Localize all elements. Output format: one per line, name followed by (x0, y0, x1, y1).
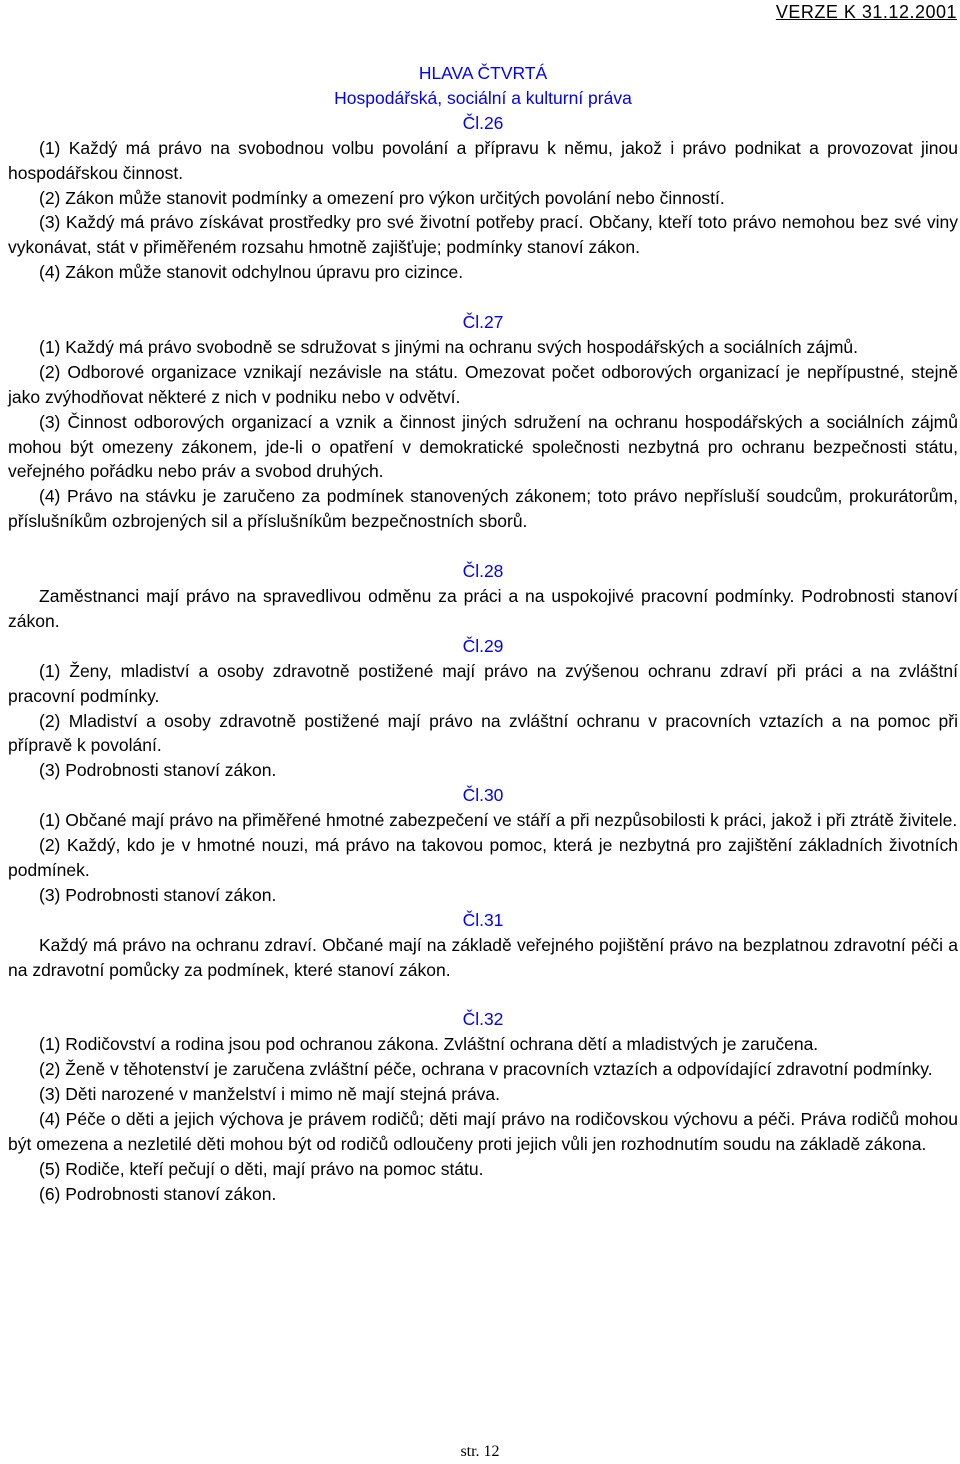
paragraph: (2) Ženě v těhotenství je zaručena zvláštní péče, ochrana v pracovních vztazích a odpovídající zdravotní podmínky. (39, 1059, 933, 1080)
paragraph: (4) Právo na stávku je zaručeno za podmínek stanovených zákonem; toto právo nepřísluší soudcům, prokurátorům, příslušníkům ozbrojených sil a příslušníkům bezpečnostních sborů. (8, 486, 958, 532)
document-body (8, 61, 958, 1207)
paragraph: (2) Odborové organizace vznikají nezávisle na státu. Omezovat počet odborových organizací je nepřípustné, stejně jako zvýhodňovat některé z nich v podniku nebo v odvětví. (8, 361, 958, 407)
page-number: str. 12 (460, 1443, 500, 1460)
paragraph: (2) Každý, kdo je v hmotné nouzi, má právo na takovou pomoc, která je nezbytná pro zajištění základních životních podmínek. (8, 835, 958, 880)
paragraph: (3) Činnost odborových organizací a vznik a činnost jiných sdružení na ochranu hospodářských a sociálních zájmů mohou být omezeny zákonem, jde-li o opatření v demokratické společnosti nezbytná pro ochranu bezpečnosti státu, veřejného pořádku nebo práv a svobod druhých. (8, 411, 958, 482)
article-heading-27: Čl.27 (462, 312, 504, 333)
paragraph: (1) Občané mají právo na přiměřené hmotné zabezpečení ve stáří a při nezpůsobilosti k práci, jakož i při ztrátě živitele. (39, 810, 958, 831)
paragraph: (4) Zákon může stanovit odchylnou úpravu pro cizince. (39, 262, 464, 283)
paragraph: (3) Každý má právo získávat prostředky pro své životní potřeby prací. Občany, kteří toto právo nemohou bez své viny vykonávat, stát v přiměřeném rozsahu hmotně zajišťuje; podmínky stanoví zákon. (8, 212, 958, 258)
paragraph: Každý má právo na ochranu zdraví. Občané mají na základě veřejného pojištění právo na bezplatnou zdravotní péči a na zdravotní pomůcky za podmínek, které stanoví zákon. (8, 934, 958, 980)
paragraph: (2) Zákon může stanovit podmínky a omezení pro výkon určitých povolání nebo činností. (39, 187, 725, 208)
version-header: VERZE K 31.12.2001 (775, 2, 957, 22)
paragraph: (4) Péče o děti a jejich výchova je právem rodičů; děti mají právo na rodičovskou výchovu a péči. Práva rodičů mohou být omezena a nezletilé děti mohou být od rodičů odloučeny proti jejich vůli jen rozhodnutím soudu na základě zákona. (8, 1109, 958, 1154)
paragraph: (3) Podrobnosti stanoví zákon. (39, 884, 277, 905)
article-heading-31: Čl.31 (462, 909, 504, 930)
article-heading-30: Čl.30 (462, 785, 504, 806)
paragraph: (6) Podrobnosti stanoví zákon. (39, 1183, 277, 1204)
spacer (8, 534, 958, 559)
article-heading-32: Čl.32 (462, 1009, 504, 1030)
chapter-title: HLAVA ČTVRTÁ (418, 63, 548, 83)
spacer (8, 983, 958, 1008)
article-heading-28: Čl.28 (462, 561, 504, 582)
paragraph: (3) Podrobnosti stanoví zákon. (39, 760, 277, 781)
article-heading-29: Čl.29 (462, 635, 504, 656)
article-heading-26: Čl.26 (462, 112, 504, 133)
chapter-subtitle: Hospodářská, sociální a kulturní práva (334, 87, 632, 108)
paragraph: (1) Rodičovství a rodina jsou pod ochranou zákona. Zvláštní ochrana dětí a mladistvých je zaručena. (39, 1034, 819, 1055)
paragraph: (3) Děti narozené v manželství i mimo ně mají stejná práva. (39, 1084, 501, 1105)
paragraph: (1) Každý má právo svobodně se sdružovat s jinými na ochranu svých hospodářských a sociálních zájmů. (39, 336, 859, 357)
spacer (8, 285, 958, 310)
paragraph: Zaměstnanci mají právo na spravedlivou odměnu za práci a na uspokojivé pracovní podmínky. Podrobnosti stanoví zákon. (8, 586, 958, 631)
paragraph: (2) Mladiství a osoby zdravotně postižené mají právo na zvláštní ochranu v pracovních vztazích a na pomoc při přípravě k povolání. (8, 710, 958, 756)
paragraph: (1) Každý má právo na svobodnou volbu povolání a přípravu k němu, jakož i právo podnikat a provozovat jinou hospodářskou činnost. (8, 137, 958, 183)
paragraph: (1) Ženy, mladiství a osoby zdravotně postižené mají právo na zvýšenou ochranu zdraví při práci a na zvláštní pracovní podmínky. (8, 660, 958, 706)
paragraph: (5) Rodiče, kteří pečují o děti, mají právo na pomoc státu. (39, 1158, 484, 1179)
